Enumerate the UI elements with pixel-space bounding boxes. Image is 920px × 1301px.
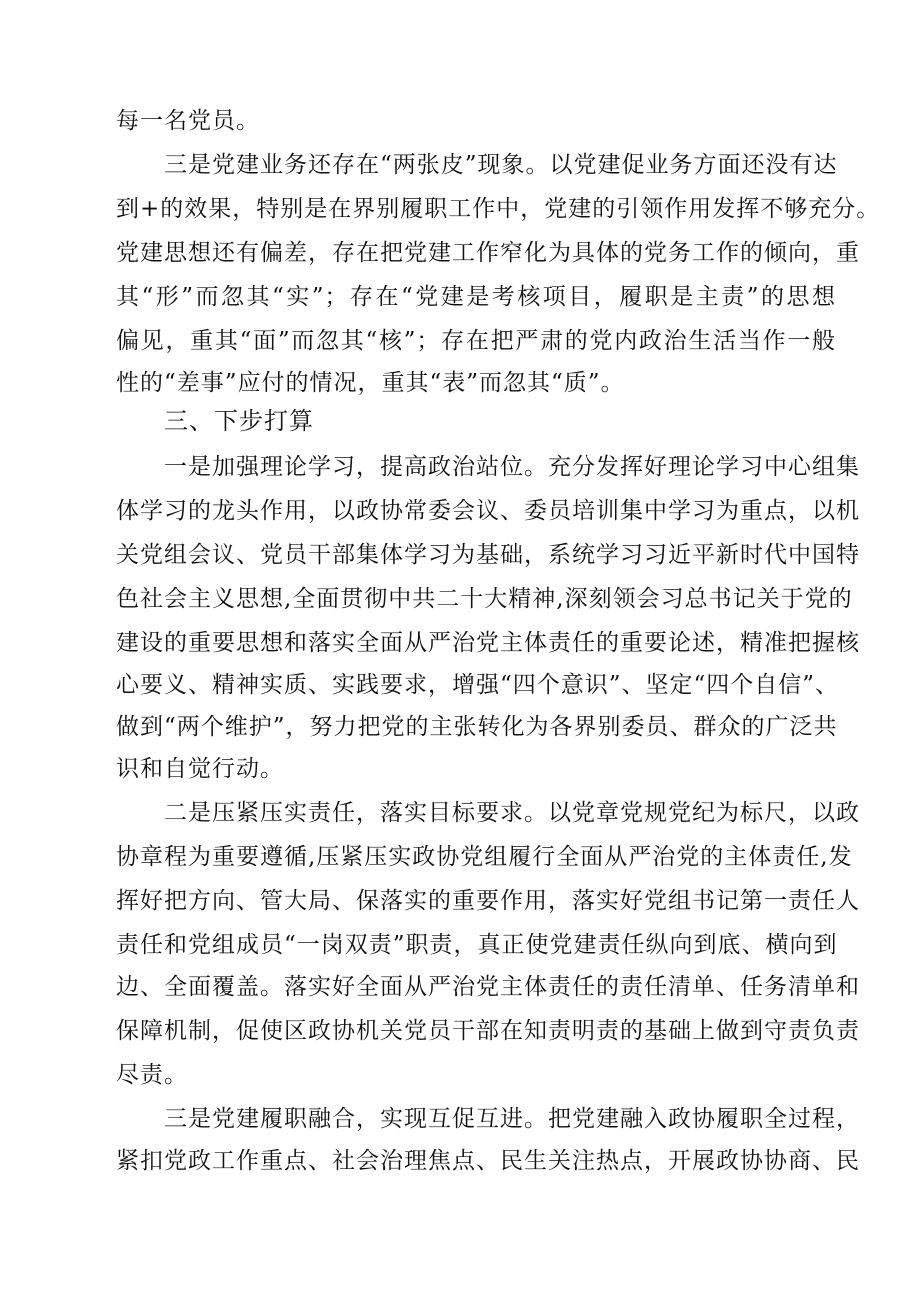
text-line: 性的“差事”应付的情况，重其“表”而忽其“质”。 xyxy=(116,370,625,396)
text-line: 色社会主义思想,全面贯彻中共二十大精神,深刻领会习总书记关于党的 xyxy=(116,586,853,612)
text-line: 偏见，重其“面”而忽其“核”；存在把严肃的党内政治生活当作一般 xyxy=(116,328,836,354)
text-line: 识和自觉行动。 xyxy=(116,756,284,782)
text-line: 做到“两个维护”，努力把党的主张转化为各界别委员、群众的广泛共 xyxy=(116,714,838,740)
text-line: 边、全面覆盖。落实好全面从严治党主体责任的责任清单、任务清单和 xyxy=(116,974,860,1000)
text-line: 保障机制，促使区政协机关党员干部在知责明责的基础上做到守责负责 xyxy=(116,1018,860,1044)
text-line: 每一名党员。 xyxy=(116,108,260,134)
text-line: 责任和党组成员“一岗双责”职责，真正使党建责任纵向到底、横向到 xyxy=(116,932,838,958)
text-line: 党建思想还有偏差，存在把党建工作窄化为具体的党务工作的倾向，重 xyxy=(116,240,860,266)
text-line: 协章程为重要遵循,压紧压实政协党组履行全面从严治党的主体责任,发 xyxy=(116,844,853,870)
text-line: 关党组会议、党员干部集体学习为基础，系统学习习近平新时代中国特 xyxy=(116,542,860,568)
text-line: 三是党建业务还存在“两张皮”现象。以党建促业务方面还没有达 xyxy=(164,152,838,178)
text-line: 尽责。 xyxy=(116,1062,188,1088)
text-line: 一是加强理论学习，提高政治站位。充分发挥好理论学习中心组集 xyxy=(164,454,860,480)
text-line: 二是压紧压实责任，落实目标要求。以党章党规党纪为标尺，以政 xyxy=(164,800,860,826)
text-line: 紧扣党政工作重点、社会治理焦点、民生关注热点，开展政协协商、民 xyxy=(116,1148,860,1174)
text-line: 其“形”而忽其“实”；存在“党建是考核项目，履职是主责”的思想 xyxy=(116,284,836,310)
text-line: 体学习的龙头作用，以政协常委会议、委员培训集中学习为重点，以机 xyxy=(116,498,860,524)
text-line: 建设的重要思想和落实全面从严治党主体责任的重要论述，精准把握核 xyxy=(116,630,860,656)
text-line: 三是党建履职融合，实现互促互进。把党建融入政协履职全过程， xyxy=(164,1106,860,1132)
section-heading: 三、下步打算 xyxy=(164,407,314,435)
text-line: 到+的效果，特别是在界别履职工作中，党建的引领作用发挥不够充分。 xyxy=(116,196,881,222)
text-line: 挥好把方向、管大局、保落实的重要作用，落实好党组书记第一责任人 xyxy=(116,888,860,914)
text-line: 心要义、精神实质、实践要求，增强“四个意识”、坚定“四个自信”、 xyxy=(116,672,840,698)
